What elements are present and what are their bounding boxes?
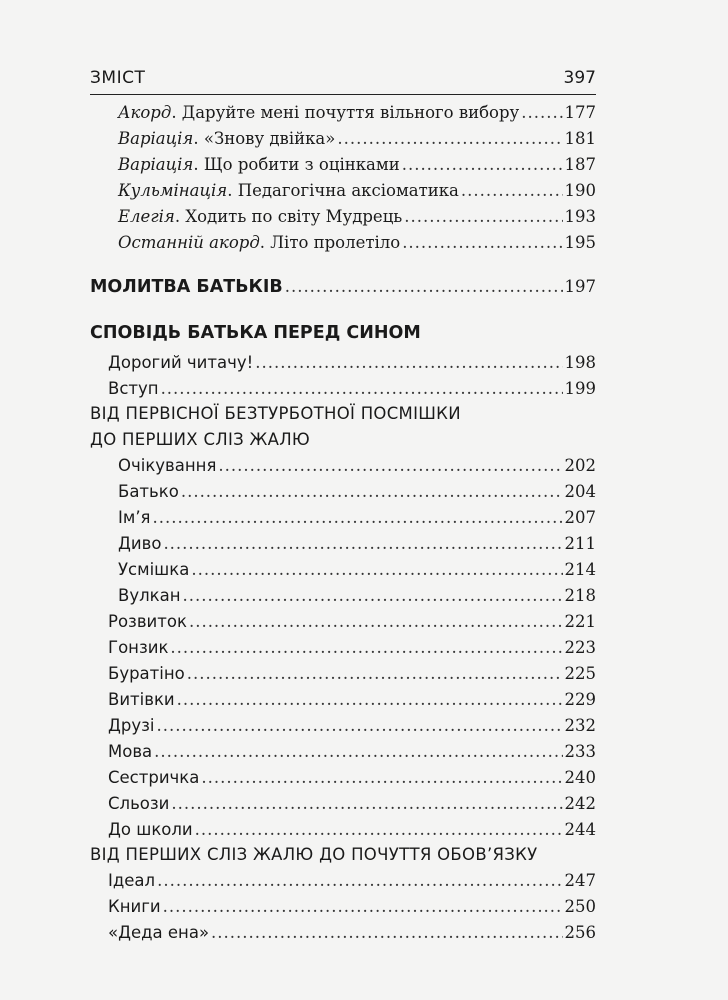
entry-page: 221 <box>564 612 596 631</box>
entry-page: 195 <box>564 233 596 252</box>
entry-title: Книги <box>108 897 161 916</box>
entry-title: Гонзик <box>108 638 169 657</box>
entry-italic: Варіація <box>118 155 194 174</box>
entry-page: 202 <box>564 456 596 475</box>
toc-entry <box>108 376 596 402</box>
toc-entry <box>108 791 596 817</box>
entry-title: Дорогий читачу! <box>108 353 254 372</box>
entry-page: 225 <box>564 664 596 683</box>
dot-leader <box>201 765 562 791</box>
entry-page: 244 <box>564 820 596 839</box>
part-heading-line: ВІД ПЕРШИХ СЛІЗ ЖАЛЮ ДО ПОЧУТТЯ ОБОВ’ЯЗКУ <box>90 845 538 864</box>
entry-italic: Акорд <box>118 103 172 122</box>
dot-leader <box>177 687 563 713</box>
entry-page: 242 <box>564 794 596 813</box>
toc-section-entry <box>90 274 596 300</box>
entry-page: 207 <box>564 508 596 527</box>
entry-title: Мова <box>108 742 153 761</box>
section-title: СПОВІДЬ БАТЬКА ПЕРЕД СИНОМ <box>90 323 421 343</box>
toc-entry <box>108 817 596 843</box>
part-heading-line: ВІД ПЕРВІСНОЇ БЕЗТУРБОТНОЇ ПОСМІШКИ <box>90 404 461 423</box>
dot-leader <box>157 868 562 894</box>
entry-page: 199 <box>564 379 596 398</box>
toc-entry <box>118 178 596 204</box>
entry-title: Батько <box>118 482 179 501</box>
entry-page: 193 <box>564 207 596 226</box>
toc-entry <box>118 152 596 178</box>
dot-leader <box>218 453 562 479</box>
entry-title: Ідеал <box>108 871 156 890</box>
toc-entry <box>118 479 596 505</box>
dot-leader <box>211 920 562 946</box>
entry-page: 218 <box>564 586 596 605</box>
toc-entry <box>118 453 596 479</box>
entry-title: . Ходить по світу Мудрець <box>174 207 403 226</box>
entry-title: . Що робити з оцінками <box>193 155 400 174</box>
entry-italic: Кульмінація <box>118 181 228 200</box>
entry-title: Ім’я <box>118 508 151 527</box>
entry-page: 229 <box>564 690 596 709</box>
toc-entry <box>108 713 596 739</box>
toc-entry <box>118 230 596 256</box>
dot-leader <box>255 350 562 376</box>
toc-entry <box>108 868 596 894</box>
entry-page: 223 <box>564 638 596 657</box>
dot-leader <box>521 100 562 126</box>
entry-italic: Елегія <box>118 207 175 226</box>
toc-entry <box>108 687 596 713</box>
entry-title: «Деда ена» <box>108 923 210 942</box>
header-title: ЗМІСТ <box>90 68 146 88</box>
entry-title: До школи <box>108 820 193 839</box>
entry-page: 232 <box>564 716 596 735</box>
dot-leader <box>337 126 562 152</box>
entry-page: 190 <box>564 181 596 200</box>
toc-entry <box>118 557 596 583</box>
dot-leader <box>402 152 563 178</box>
entry-page: 198 <box>564 353 596 372</box>
toc-entry <box>108 739 596 765</box>
toc-entry <box>108 661 596 687</box>
entry-title: . «Знову двійка» <box>193 129 336 148</box>
entry-page: 250 <box>564 897 596 916</box>
toc-entry <box>108 894 596 920</box>
dot-leader <box>285 274 563 300</box>
toc-entry <box>118 505 596 531</box>
entry-page: 204 <box>564 482 596 501</box>
entry-title: Вулкан <box>118 586 181 605</box>
entry-page: 247 <box>564 871 596 890</box>
toc-entry <box>108 765 596 791</box>
toc-entry <box>118 204 596 230</box>
toc-entry <box>118 531 596 557</box>
dot-leader <box>163 894 563 920</box>
dot-leader <box>189 609 563 635</box>
dot-leader <box>157 713 563 739</box>
header-page-number: 397 <box>563 68 596 88</box>
toc-entry <box>118 126 596 152</box>
entry-page: 233 <box>564 742 596 761</box>
dot-leader <box>191 557 562 583</box>
entry-title: Буратіно <box>108 664 185 683</box>
dot-leader <box>402 230 562 256</box>
section-title: МОЛИТВА БАТЬКІВ <box>90 277 283 297</box>
entry-page: 211 <box>564 534 596 553</box>
entry-title: Витівки <box>108 690 175 709</box>
dot-leader <box>171 791 562 817</box>
toc-entry <box>108 920 596 946</box>
dot-leader <box>404 204 562 230</box>
entry-title: . Літо пролетіло <box>259 233 401 252</box>
entry-title: Диво <box>118 534 162 553</box>
entry-page: 256 <box>564 923 596 942</box>
toc-entry <box>118 583 596 609</box>
entry-title: Вступ <box>108 379 159 398</box>
dot-leader <box>161 376 563 402</box>
dot-leader <box>170 635 562 661</box>
entry-page: 177 <box>564 103 596 122</box>
entry-title: Очікування <box>118 456 217 475</box>
entry-page: 181 <box>564 129 596 148</box>
entry-page: 240 <box>564 768 596 787</box>
part-heading-line: ДО ПЕРШИХ СЛІЗ ЖАЛЮ <box>90 430 311 449</box>
dot-leader <box>163 531 562 557</box>
entry-page: 214 <box>564 560 596 579</box>
dot-leader <box>183 583 563 609</box>
entry-title: . Даруйте мені почуття вільного вибору <box>171 103 520 122</box>
page-header <box>90 68 596 95</box>
dot-leader <box>461 178 563 204</box>
entry-title: Сестричка <box>108 768 200 787</box>
entry-page: 187 <box>564 155 596 174</box>
dot-leader <box>195 817 563 843</box>
dot-leader <box>181 479 563 505</box>
toc-entry <box>108 350 596 376</box>
entry-title: Усмішка <box>118 560 190 579</box>
entry-page: 197 <box>564 277 596 296</box>
entry-title: . Педагогічна аксіоматика <box>227 181 459 200</box>
toc-entry <box>108 635 596 661</box>
entry-italic: Варіація <box>118 129 194 148</box>
entry-title: Сльози <box>108 794 170 813</box>
dot-leader <box>187 661 563 687</box>
toc-entry <box>108 609 596 635</box>
entry-title: Розвиток <box>108 612 187 631</box>
dot-leader <box>154 739 562 765</box>
toc-entry <box>118 100 596 126</box>
entry-title: Друзі <box>108 716 155 735</box>
entry-italic: Останній акорд <box>118 233 260 252</box>
dot-leader <box>152 505 562 531</box>
